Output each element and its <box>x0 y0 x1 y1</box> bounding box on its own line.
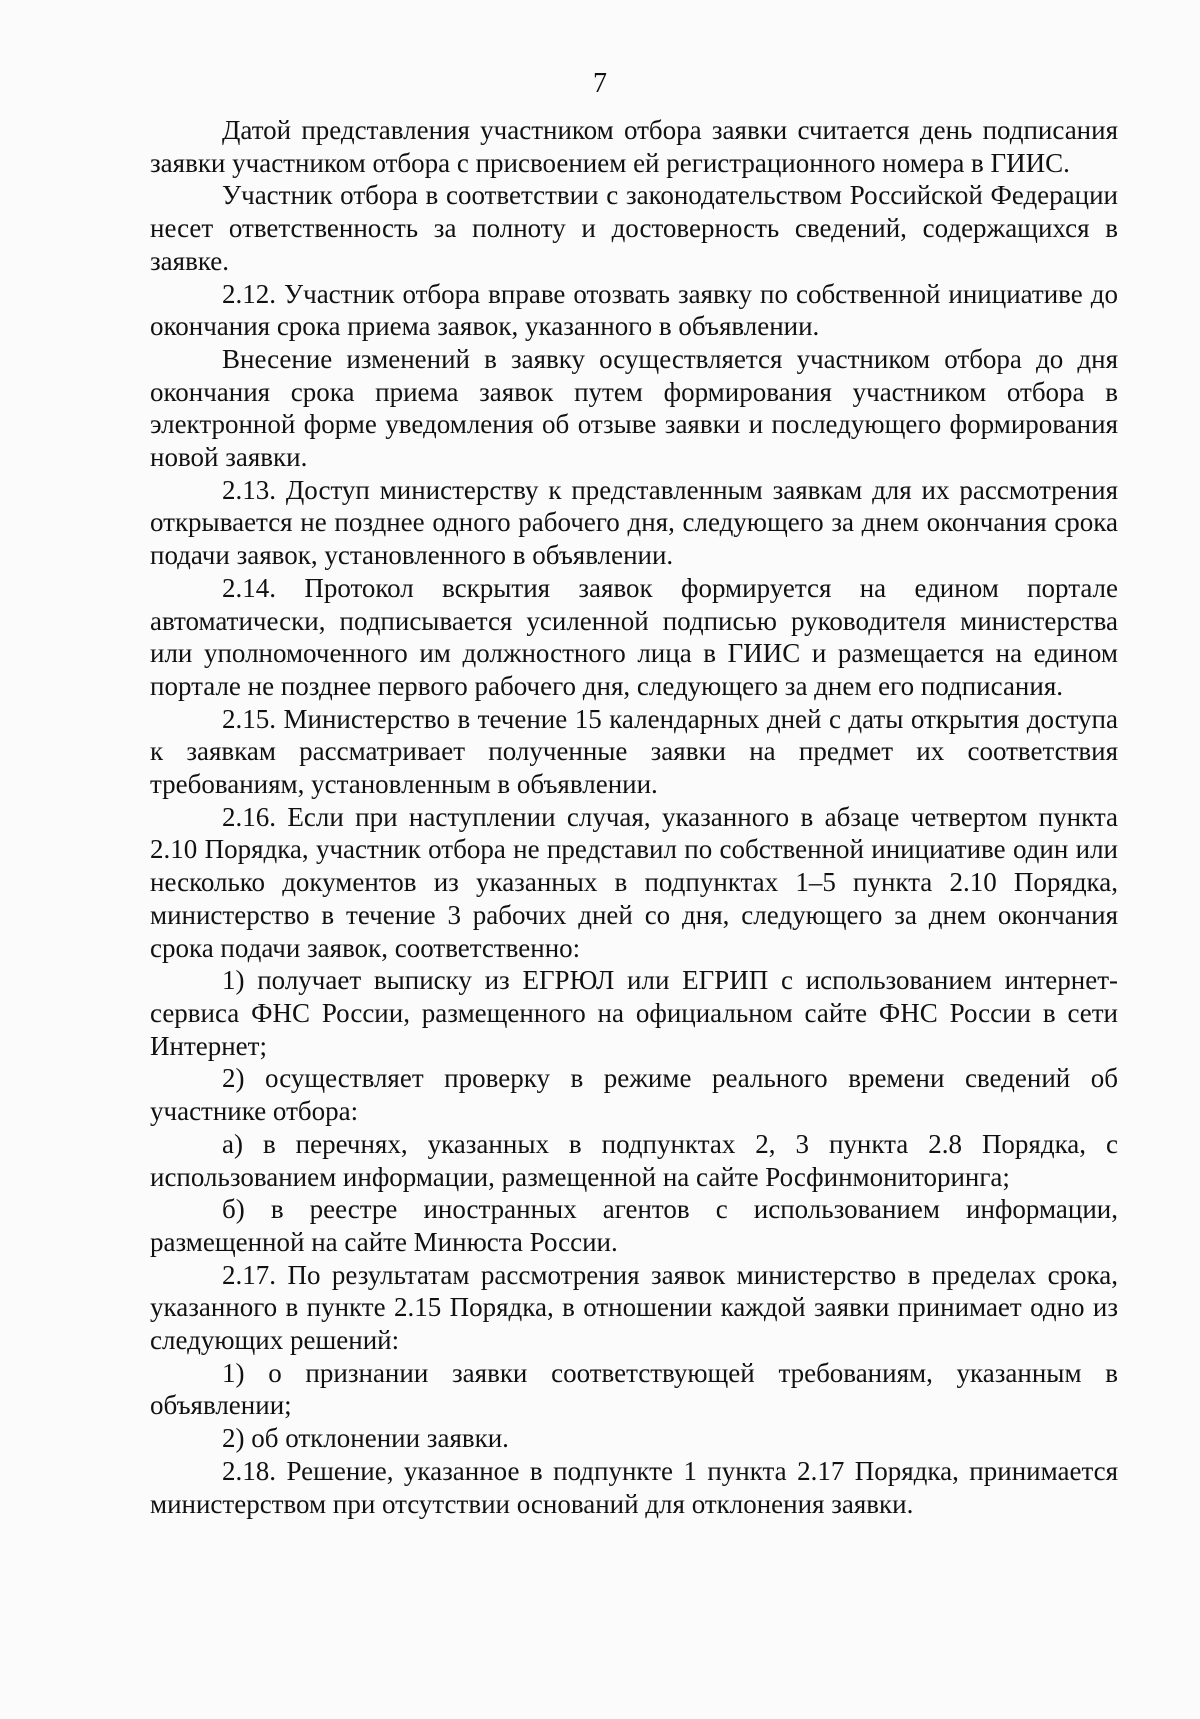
paragraph-2-17: 2.17. По результатам рассмотрения заявок министерство в пределах срока, указанного в пункте 2.15 Порядка, в отношении каждой заявки принимает одно из следующих решений: <box>150 1259 1118 1356</box>
paragraph-2-13: 2.13. Доступ министерству к представленным заявкам для их рассмотрения открывается не позднее одного рабочего дня, следующего за днем окончания срока подачи заявок, установленного в объявлении. <box>150 474 1118 571</box>
paragraph-2-16-item-2b: б) в реестре иностранных агентов с использованием информации, размещенной на сайте Минюста России. <box>150 1194 1118 1257</box>
paragraph-2-18: 2.18. Решение, указанное в подпункте 1 пункта 2.17 Порядка, принимается министерством при отсутствии оснований для отклонения заявки. <box>150 1455 1118 1519</box>
paragraph-2-17-item-2: 2) об отклонении заявки. <box>222 1423 509 1454</box>
paragraph-2-14: 2.14. Протокол вскрытия заявок формируется на едином портале автоматически, подписывается усиленной подписью руководителя министерства или уполномоченного им должностного лица в ГИИС и размещается на едином портале не позднее первого рабочего дня, следующего за днем его подписания. <box>150 572 1118 701</box>
paragraph-application-changes: Внесение изменений в заявку осуществляется участником отбора до дня окончания срока приема заявок путем формирования участником отбора в электронной форме уведомления об отзыве заявки и последующего формирования новой заявки. <box>150 343 1118 473</box>
paragraph-submission-date: Датой представления участником отбора заявки считается день подписания заявки участником отбора с присвоением ей регистрационного номера в ГИИС. <box>150 115 1118 178</box>
document-body <box>150 114 1118 1520</box>
paragraph-2-17-item-1: 1) о признании заявки соответствующей требованиям, указанным в объявлении; <box>150 1357 1118 1421</box>
page-number: 7 <box>593 68 607 99</box>
paragraph-participant-responsibility: Участник отбора в соответствии с законодательством Российской Федерации несет ответственность за полноту и достоверность сведений, содержащихся в заявке. <box>150 180 1118 276</box>
paragraph-2-12: 2.12. Участник отбора вправе отозвать заявку по собственной инициативе до окончания срока приема заявок, указанного в объявлении. <box>150 278 1118 342</box>
paragraph-2-16-item-1: 1) получает выписку из ЕГРЮЛ или ЕГРИП с использованием интернет-сервиса ФНС России, размещенного на официальном сайте ФНС России в сети Интернет; <box>150 965 1118 1061</box>
paragraph-2-16: 2.16. Если при наступлении случая, указанного в абзаце четвертом пункта 2.10 Порядка, участник отбора не представил по собственной инициативе один или несколько документов из указанных в подпунктах 1–5 пункта 2.10 Порядка, министерство в течение 3 рабочих дней со дня, следующего за днем окончания срока подачи заявок, соответственно: <box>150 801 1118 963</box>
paragraph-2-15: 2.15. Министерство в течение 15 календарных дней с даты открытия доступа к заявкам рассматривает полученные заявки на предмет их соответствия требованиям, установленным в объявлении. <box>150 703 1118 800</box>
paragraph-2-16-item-2a: а) в перечнях, указанных в подпунктах 2, 3 пункта 2.8 Порядка, с использованием информации, размещенной на сайте Росфинмониторинга; <box>150 1128 1118 1192</box>
paragraph-2-16-item-2: 2) осуществляет проверку в режиме реального времени сведений об участнике отбора: <box>150 1063 1118 1127</box>
